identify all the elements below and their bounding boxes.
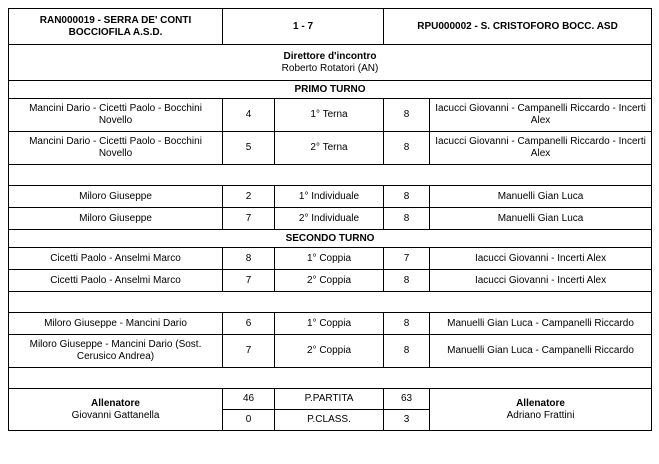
player-right: Iacucci Giovanni - Campanelli Riccardo - Incerti Alex (430, 99, 652, 132)
section-title-secondo-turno: SECONDO TURNO (9, 230, 652, 248)
coach-a-name: Giovanni Gattanella (71, 409, 160, 421)
player-right: Iacucci Giovanni - Incerti Alex (430, 248, 652, 270)
section-row (9, 81, 652, 99)
director-name: Roberto Rotatori (AN) (281, 62, 379, 74)
score-right: 8 (384, 313, 430, 335)
table-row (9, 270, 652, 292)
coach-b-cell (430, 389, 652, 431)
spacer-row (9, 368, 652, 389)
player-left: Miloro Giuseppe (9, 208, 223, 230)
score-right: 8 (384, 186, 430, 208)
score-left: 5 (223, 132, 275, 165)
partita-points-a: 46 (223, 389, 275, 410)
player-left: Miloro Giuseppe - Mancini Dario (Sost. Cerusico Andrea) (9, 335, 223, 368)
match-report-table (8, 8, 652, 431)
score-left: 7 (223, 208, 275, 230)
coach-b-label: Allenatore (516, 397, 565, 409)
player-right: Manuelli Gian Luca - Campanelli Riccardo (430, 335, 652, 368)
class-points-b: 3 (384, 410, 430, 431)
director-label: Direttore d'incontro (283, 50, 377, 62)
score-left: 8 (223, 248, 275, 270)
header-row (9, 9, 652, 45)
totals-row-partita (9, 389, 652, 410)
player-left: Cicetti Paolo - Anselmi Marco (9, 248, 223, 270)
table-row (9, 99, 652, 132)
event-type: 1° Coppia (275, 313, 384, 335)
player-right: Manuelli Gian Luca (430, 208, 652, 230)
score-right: 8 (384, 99, 430, 132)
partita-label: P.PARTITA (275, 389, 384, 410)
table-row (9, 186, 652, 208)
score-right: 8 (384, 270, 430, 292)
player-right: Manuelli Gian Luca (430, 186, 652, 208)
match-score: 1 - 7 (223, 9, 384, 45)
score-right: 8 (384, 208, 430, 230)
event-type: 2° Coppia (275, 270, 384, 292)
player-left: Mancini Dario - Cicetti Paolo - Bocchini Novello (9, 132, 223, 165)
section-row (9, 230, 652, 248)
player-right: Manuelli Gian Luca - Campanelli Riccardo (430, 313, 652, 335)
spacer-row (9, 165, 652, 186)
score-left: 6 (223, 313, 275, 335)
table-row (9, 335, 652, 368)
partita-points-b: 63 (384, 389, 430, 410)
spacer-row (9, 292, 652, 313)
table-row (9, 313, 652, 335)
director-row (9, 45, 652, 81)
score-left: 7 (223, 270, 275, 292)
coach-b-name: Adriano Frattini (506, 409, 575, 421)
class-label: P.CLASS. (275, 410, 384, 431)
player-left: Mancini Dario - Cicetti Paolo - Bocchini Novello (9, 99, 223, 132)
class-points-a: 0 (223, 410, 275, 431)
score-right: 8 (384, 132, 430, 165)
director-cell (9, 45, 652, 81)
score-left: 4 (223, 99, 275, 132)
player-left: Miloro Giuseppe - Mancini Dario (9, 313, 223, 335)
score-left: 7 (223, 335, 275, 368)
event-type: 2° Terna (275, 132, 384, 165)
player-left: Cicetti Paolo - Anselmi Marco (9, 270, 223, 292)
event-type: 2° Coppia (275, 335, 384, 368)
coach-a-cell (9, 389, 223, 431)
table-row (9, 132, 652, 165)
coach-a-label: Allenatore (91, 397, 140, 409)
event-type: 1° Individuale (275, 186, 384, 208)
player-left: Miloro Giuseppe (9, 186, 223, 208)
player-right: Iacucci Giovanni - Campanelli Riccardo - Incerti Alex (430, 132, 652, 165)
event-type: 1° Coppia (275, 248, 384, 270)
event-type: 1° Terna (275, 99, 384, 132)
score-right: 8 (384, 335, 430, 368)
team-b-name: RPU000002 - S. CRISTOFORO BOCC. ASD (384, 9, 652, 45)
score-left: 2 (223, 186, 275, 208)
table-row (9, 248, 652, 270)
section-title-primo-turno: PRIMO TURNO (9, 81, 652, 99)
event-type: 2° Individuale (275, 208, 384, 230)
table-row (9, 208, 652, 230)
player-right: Iacucci Giovanni - Incerti Alex (430, 270, 652, 292)
team-a-name: RAN000019 - SERRA DE' CONTI BOCCIOFILA A.S.D. (9, 9, 223, 45)
score-right: 7 (384, 248, 430, 270)
